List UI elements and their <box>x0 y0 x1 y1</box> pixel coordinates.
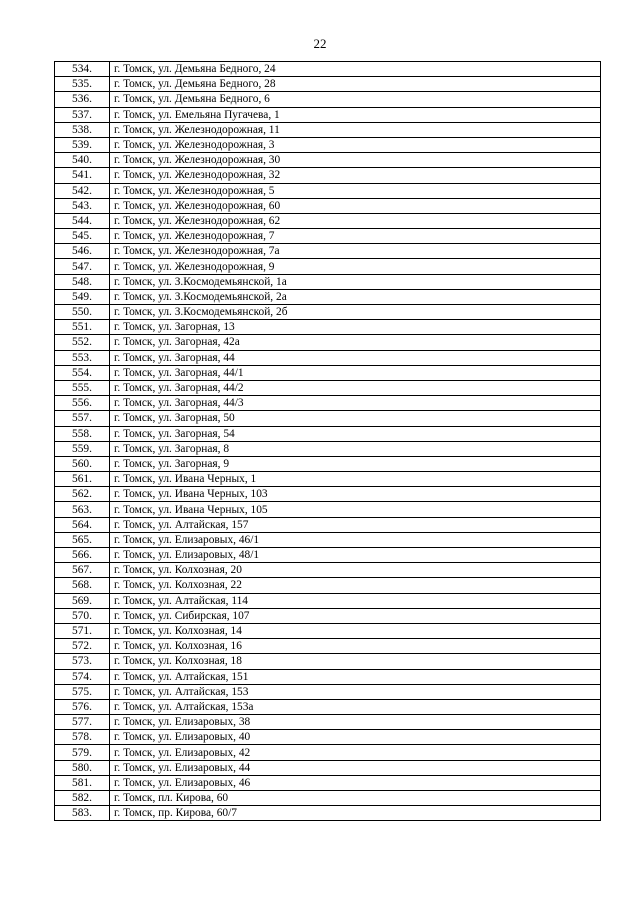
row-number-cell: 541. <box>55 168 110 183</box>
table-row <box>55 548 601 563</box>
table-row <box>55 654 601 669</box>
row-number-cell: 548. <box>55 274 110 289</box>
row-number-cell: 572. <box>55 639 110 654</box>
row-number-cell: 582. <box>55 791 110 806</box>
table-row <box>55 244 601 259</box>
row-number-cell: 549. <box>55 289 110 304</box>
address-cell: г. Томск, ул. Сибирская, 107 <box>110 608 601 623</box>
row-number-cell: 555. <box>55 380 110 395</box>
table-row <box>55 578 601 593</box>
row-number-cell: 540. <box>55 153 110 168</box>
row-number-cell: 544. <box>55 213 110 228</box>
address-cell: г. Томск, ул. Ивана Черных, 1 <box>110 472 601 487</box>
row-number-cell: 551. <box>55 320 110 335</box>
table-row <box>55 426 601 441</box>
row-number-cell: 576. <box>55 699 110 714</box>
table-row <box>55 289 601 304</box>
address-cell: г. Томск, ул. Алтайская, 157 <box>110 517 601 532</box>
row-number-cell: 569. <box>55 593 110 608</box>
row-number-cell: 546. <box>55 244 110 259</box>
table-row <box>55 669 601 684</box>
address-cell: г. Томск, ул. Ивана Черных, 103 <box>110 487 601 502</box>
table-row <box>55 532 601 547</box>
address-cell: г. Томск, ул. Колхозная, 18 <box>110 654 601 669</box>
page-number: 22 <box>313 36 327 51</box>
address-cell: г. Томск, ул. Ивана Черных, 105 <box>110 502 601 517</box>
table-row <box>55 487 601 502</box>
table-row <box>55 320 601 335</box>
table-row <box>55 730 601 745</box>
address-cell: г. Томск, ул. Загорная, 50 <box>110 411 601 426</box>
address-cell: г. Томск, ул. Алтайская, 114 <box>110 593 601 608</box>
row-number-cell: 545. <box>55 229 110 244</box>
address-cell: г. Томск, ул. Железнодорожная, 62 <box>110 213 601 228</box>
row-number-cell: 577. <box>55 715 110 730</box>
address-cell: г. Томск, ул. Колхозная, 16 <box>110 639 601 654</box>
address-cell: г. Томск, ул. Загорная, 44/3 <box>110 396 601 411</box>
table-row <box>55 350 601 365</box>
address-cell: г. Томск, ул. Загорная, 9 <box>110 456 601 471</box>
table-row <box>55 623 601 638</box>
table-row <box>55 259 601 274</box>
row-number-cell: 566. <box>55 548 110 563</box>
address-cell: г. Томск, ул. Железнодорожная, 30 <box>110 153 601 168</box>
row-number-cell: 553. <box>55 350 110 365</box>
row-number-cell: 538. <box>55 122 110 137</box>
row-number-cell: 579. <box>55 745 110 760</box>
table-row <box>55 335 601 350</box>
row-number-cell: 556. <box>55 396 110 411</box>
address-cell: г. Томск, ул. Елизаровых, 44 <box>110 760 601 775</box>
row-number-cell: 573. <box>55 654 110 669</box>
address-cell: г. Томск, ул. Железнодорожная, 7 <box>110 229 601 244</box>
address-cell: г. Томск, ул. Колхозная, 14 <box>110 623 601 638</box>
row-number-cell: 563. <box>55 502 110 517</box>
row-number-cell: 539. <box>55 137 110 152</box>
row-number-cell: 542. <box>55 183 110 198</box>
table-row <box>55 563 601 578</box>
row-number-cell: 537. <box>55 107 110 122</box>
table-row <box>55 745 601 760</box>
row-number-cell: 583. <box>55 806 110 821</box>
address-cell: г. Томск, ул. Елизаровых, 42 <box>110 745 601 760</box>
table-row <box>55 107 601 122</box>
address-cell: г. Томск, ул. Железнодорожная, 7а <box>110 244 601 259</box>
table-row <box>55 791 601 806</box>
row-number-cell: 552. <box>55 335 110 350</box>
row-number-cell: 534. <box>55 62 110 77</box>
table-row <box>55 62 601 77</box>
row-number-cell: 570. <box>55 608 110 623</box>
row-number-cell: 543. <box>55 198 110 213</box>
table-row <box>55 380 601 395</box>
row-number-cell: 565. <box>55 532 110 547</box>
address-cell: г. Томск, ул. Загорная, 13 <box>110 320 601 335</box>
row-number-cell: 580. <box>55 760 110 775</box>
address-cell: г. Томск, ул. Загорная, 54 <box>110 426 601 441</box>
row-number-cell: 547. <box>55 259 110 274</box>
address-table <box>54 61 601 821</box>
address-cell: г. Томск, ул. Алтайская, 153а <box>110 699 601 714</box>
row-number-cell: 559. <box>55 441 110 456</box>
table-row <box>55 274 601 289</box>
table-row <box>55 365 601 380</box>
row-number-cell: 564. <box>55 517 110 532</box>
address-table-body <box>55 62 601 821</box>
row-number-cell: 568. <box>55 578 110 593</box>
address-cell: г. Томск, ул. Алтайская, 153 <box>110 684 601 699</box>
table-row <box>55 198 601 213</box>
table-row <box>55 593 601 608</box>
table-row <box>55 456 601 471</box>
row-number-cell: 578. <box>55 730 110 745</box>
table-row <box>55 229 601 244</box>
address-cell: г. Томск, ул. Загорная, 42а <box>110 335 601 350</box>
table-row <box>55 305 601 320</box>
table-row <box>55 122 601 137</box>
table-row <box>55 472 601 487</box>
table-row <box>55 684 601 699</box>
address-cell: г. Томск, ул. Демьяна Бедного, 6 <box>110 92 601 107</box>
address-cell: г. Томск, ул. Загорная, 8 <box>110 441 601 456</box>
address-cell: г. Томск, ул. З.Космодемьянской, 1а <box>110 274 601 289</box>
address-cell: г. Томск, ул. Загорная, 44 <box>110 350 601 365</box>
address-cell: г. Томск, ул. Елизаровых, 40 <box>110 730 601 745</box>
address-cell: г. Томск, ул. Загорная, 44/2 <box>110 380 601 395</box>
address-cell: г. Томск, ул. Загорная, 44/1 <box>110 365 601 380</box>
row-number-cell: 535. <box>55 77 110 92</box>
address-cell: г. Томск, ул. Колхозная, 22 <box>110 578 601 593</box>
row-number-cell: 561. <box>55 472 110 487</box>
address-cell: г. Томск, ул. Колхозная, 20 <box>110 563 601 578</box>
table-row <box>55 760 601 775</box>
table-row <box>55 77 601 92</box>
address-cell: г. Томск, ул. Елизаровых, 46/1 <box>110 532 601 547</box>
address-cell: г. Томск, пр. Кирова, 60/7 <box>110 806 601 821</box>
address-cell: г. Томск, ул. Демьяна Бедного, 28 <box>110 77 601 92</box>
address-cell: г. Томск, ул. Железнодорожная, 5 <box>110 183 601 198</box>
address-cell: г. Томск, ул. Алтайская, 151 <box>110 669 601 684</box>
address-cell: г. Томск, ул. Железнодорожная, 11 <box>110 122 601 137</box>
row-number-cell: 581. <box>55 775 110 790</box>
row-number-cell: 574. <box>55 669 110 684</box>
table-row <box>55 183 601 198</box>
table-row <box>55 213 601 228</box>
address-cell: г. Томск, ул. Елизаровых, 46 <box>110 775 601 790</box>
row-number-cell: 562. <box>55 487 110 502</box>
table-row <box>55 806 601 821</box>
address-cell: г. Томск, ул. Елизаровых, 38 <box>110 715 601 730</box>
address-cell: г. Томск, ул. З.Космодемьянской, 2б <box>110 305 601 320</box>
address-cell: г. Томск, ул. Железнодорожная, 32 <box>110 168 601 183</box>
table-row <box>55 502 601 517</box>
table-row <box>55 411 601 426</box>
address-cell: г. Томск, пл. Кирова, 60 <box>110 791 601 806</box>
row-number-cell: 575. <box>55 684 110 699</box>
row-number-cell: 550. <box>55 305 110 320</box>
address-cell: г. Томск, ул. Железнодорожная, 3 <box>110 137 601 152</box>
table-row <box>55 153 601 168</box>
row-number-cell: 536. <box>55 92 110 107</box>
table-row <box>55 608 601 623</box>
address-cell: г. Томск, ул. Елизаровых, 48/1 <box>110 548 601 563</box>
table-row <box>55 441 601 456</box>
row-number-cell: 554. <box>55 365 110 380</box>
row-number-cell: 560. <box>55 456 110 471</box>
table-row <box>55 699 601 714</box>
table-row <box>55 168 601 183</box>
table-row <box>55 517 601 532</box>
address-cell: г. Томск, ул. Железнодорожная, 60 <box>110 198 601 213</box>
address-cell: г. Томск, ул. Железнодорожная, 9 <box>110 259 601 274</box>
table-row <box>55 396 601 411</box>
table-row <box>55 775 601 790</box>
table-row <box>55 92 601 107</box>
row-number-cell: 557. <box>55 411 110 426</box>
table-row <box>55 639 601 654</box>
row-number-cell: 558. <box>55 426 110 441</box>
address-cell: г. Томск, ул. Демьяна Бедного, 24 <box>110 62 601 77</box>
address-cell: г. Томск, ул. Емельяна Пугачева, 1 <box>110 107 601 122</box>
row-number-cell: 567. <box>55 563 110 578</box>
address-cell: г. Томск, ул. З.Космодемьянской, 2а <box>110 289 601 304</box>
table-row <box>55 137 601 152</box>
table-row <box>55 715 601 730</box>
row-number-cell: 571. <box>55 623 110 638</box>
